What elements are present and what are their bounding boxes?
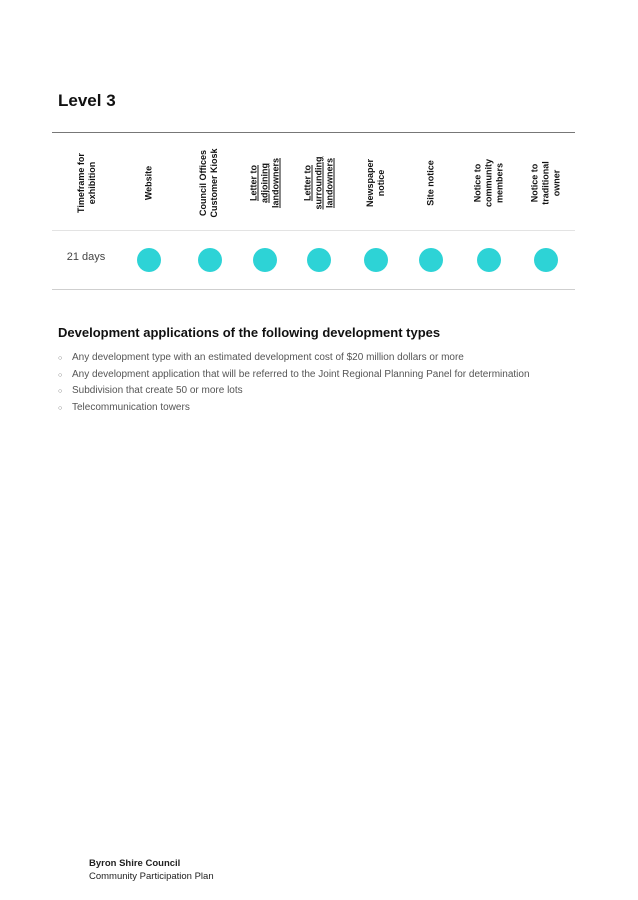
applies-dot-site-notice [419, 248, 443, 272]
applies-dot-council-offices [198, 248, 222, 272]
header-traditional-owner: Notice to traditional owner [529, 161, 562, 205]
table-top-rule [52, 132, 575, 133]
applies-dot-community-members [477, 248, 501, 272]
page-footer [89, 857, 214, 883]
applies-dot-letter-adjoining [253, 248, 277, 272]
applies-dot-traditional-owner [534, 248, 558, 272]
applies-dot-website [137, 248, 161, 272]
list-item: ○ Any development application that will be referred to the Joint Regional Planning Panel for determination [58, 367, 558, 384]
footer-document-title: Community Participation Plan [89, 871, 214, 882]
level-title: Level 3 [58, 91, 116, 110]
header-letter-surrounding: Letter to surrounding landowners [302, 156, 335, 210]
table-bottom-rule [52, 289, 575, 290]
header-community-members: Notice to community members [472, 159, 505, 208]
applies-dot-newspaper-notice [364, 248, 388, 272]
header-letter-adjoining: Letter to adjoining landowners [248, 158, 281, 209]
footer-organization: Byron Shire Council [89, 858, 181, 869]
timeframe-value: 21 days [66, 251, 106, 263]
header-website: Website [143, 165, 154, 201]
list-item: ○ Subdivision that create 50 or more lots [58, 383, 558, 400]
table-header-rule [52, 230, 575, 231]
bullet-circle-icon: ○ [58, 355, 63, 362]
header-timeframe: Timeframe for exhibition [76, 153, 97, 213]
bullet-circle-icon: ○ [58, 388, 63, 395]
header-site-notice: Site notice [425, 160, 436, 206]
header-newspaper-notice: Newspaper notice [365, 158, 386, 208]
section-title: Development applications of the following development types [58, 325, 441, 340]
development-types-list [58, 350, 558, 416]
bullet-circle-icon: ○ [58, 404, 63, 412]
bullet-circle-icon: ○ [58, 371, 63, 379]
list-item: ○ Any development type with an estimated development cost of $20 million dollars or more [58, 350, 558, 367]
applies-dot-letter-surrounding [307, 248, 331, 272]
header-council-offices: Council Offices Customer Kiosk [198, 148, 219, 218]
notification-matrix [52, 132, 575, 290]
list-item: ○ Telecommunication towers [58, 400, 558, 417]
